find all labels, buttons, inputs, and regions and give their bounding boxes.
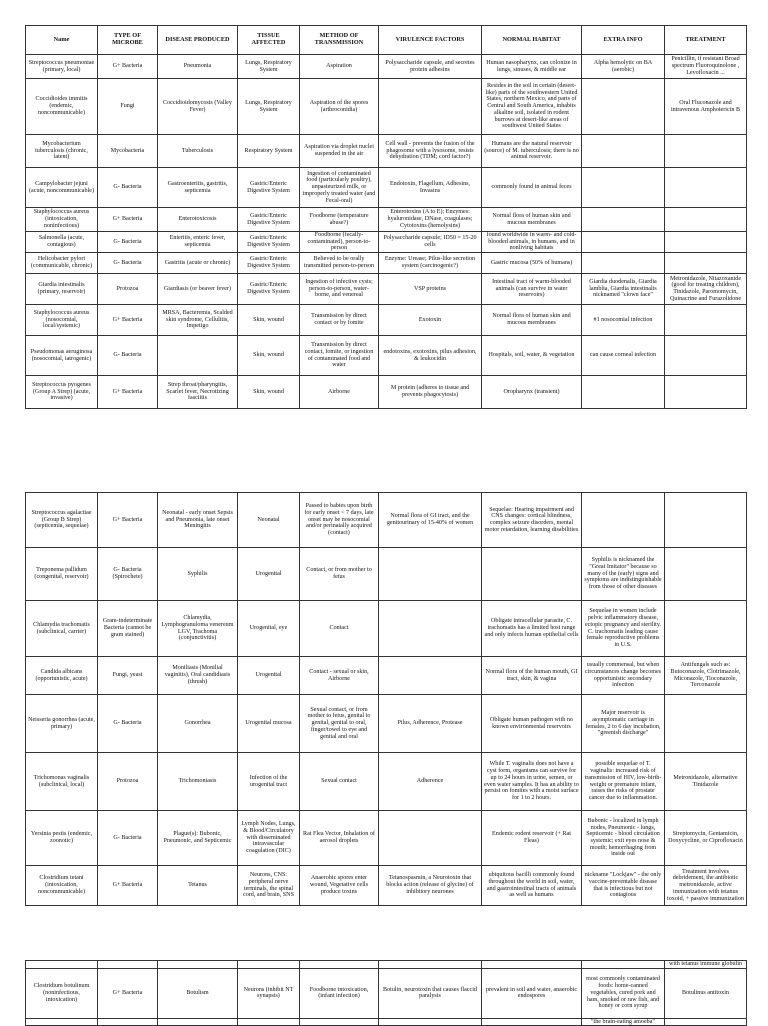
- table-cell: Campylobacter jejuni (acute, noncommunicable): [26, 168, 98, 208]
- table-cell: Oral Fluconazole and intravenous Amphotericin B: [665, 79, 747, 135]
- table-cell: Ingestion of contaminated food (particularly poultry), unpasteurized milk, or improperly treated water (and Fecal-oral): [300, 168, 379, 208]
- table-row: [26, 493, 747, 548]
- table-cell: Candida albicans (opportunistic, acute): [26, 657, 98, 695]
- table-cell: Cell wall - prevents the fusion of the phagosome with a lysosome, resists dehydration (TDM; cord factor?): [379, 135, 482, 168]
- table-cell: Major reservoir is asymptomatic carriage in females, 2 to 6 day incubation, "greenish discharge": [582, 695, 665, 753]
- table-cell: Pilus, Adherence, Protease: [379, 695, 482, 753]
- table-row: [26, 232, 747, 253]
- table-cell: Streptomycin, Gentamicin, Doxycycline, or Ciprofloxacin: [665, 811, 747, 866]
- table-cell: [158, 336, 238, 376]
- table-row: [26, 253, 747, 274]
- table-cell: "the brain-eating amoeba": [582, 1018, 665, 1026]
- table-cell: [582, 253, 665, 274]
- table-cell: G+ Bacteria: [98, 866, 158, 906]
- header-cell: VIRULENCE FACTORS: [379, 26, 482, 55]
- table-cell: Polysaccharide capsule, and secretes protein adhesins: [379, 55, 482, 79]
- table-cell: [665, 695, 747, 753]
- header-row: [26, 26, 747, 55]
- table-cell: Metronidazole, alternative Tinidazole: [665, 753, 747, 811]
- table-cell: [379, 79, 482, 135]
- table-cell: Strep throat/pharyngitis, Scarlet fever, Necrotizing fasciitis: [158, 376, 238, 409]
- microbe-table-3: [25, 960, 747, 1026]
- table-row: [26, 866, 747, 906]
- table-cell: [379, 657, 482, 695]
- header-cell: TYPE OF MICROBE: [98, 26, 158, 55]
- table-cell: [379, 811, 482, 866]
- table-cell: [582, 493, 665, 548]
- table-cell: [98, 1018, 158, 1026]
- table-row: [26, 1018, 747, 1026]
- table-cell: Intestinal tract of warm-blooded animals (can survive in water reservoirs): [482, 274, 582, 305]
- table-cell: Chlamydia, Lymphogranuloma venereum LGV, Trachoma (conjunctivitis): [158, 601, 238, 657]
- table-cell: Transmission by direct contact, fomite, or ingestion of contaminated food and water: [300, 336, 379, 376]
- header-cell: NORMAL HABITAT: [482, 26, 582, 55]
- table-cell: Giardia duodenalis, Giardia lamblia, Giardia intestinalis nicknamed "clown face": [582, 274, 665, 305]
- table-cell: G- Bacteria: [98, 232, 158, 253]
- table-cell: Human nasopharynx, can colonize in lungs, sinuses, & middle ear: [482, 55, 582, 79]
- table-cell: endotoxins, exotoxins, pilus adhesion, & leukocidin: [379, 336, 482, 376]
- table-cell: Normal flora of the human mouth, GI tract, skin, & vagina: [482, 657, 582, 695]
- table-cell: Gastric/Enteric Digestive System: [238, 208, 300, 232]
- table-cell: Clostridium tetani (intoxication, noncommunicable): [26, 866, 98, 906]
- table-row: [26, 305, 747, 336]
- table-cell: Treponema pallidum (congenital, reservoir): [26, 548, 98, 601]
- table-cell: [158, 961, 238, 969]
- table-cell: Fungi, yeast: [98, 657, 158, 695]
- table-cell: Coccidioides immitis (endemic, noncommunicable): [26, 79, 98, 135]
- table-cell: Lungs, Respiratory System: [238, 79, 300, 135]
- table-cell: Enzyme: Urease; Pilus-like secretion system (carcinogenic?): [379, 253, 482, 274]
- table-cell: [300, 961, 379, 969]
- table-cell: [98, 961, 158, 969]
- table-cell: Endemic rodent reservoir (+ Rat Fleas): [482, 811, 582, 866]
- table-cell: [582, 135, 665, 168]
- table-cell: usually commensal, but when circumstances change becomes opportunistic secondary infection: [582, 657, 665, 695]
- table-cell: Skin, wound: [238, 336, 300, 376]
- table-cell: [665, 601, 747, 657]
- table-cell: Pseudomonas aeruginosa (nosocomial, iatrogenic): [26, 336, 98, 376]
- table-cell: G+ Bacteria: [98, 376, 158, 409]
- table-cell: [665, 253, 747, 274]
- table-row: [26, 811, 747, 866]
- table-cell: Penicillin, if resistant Broad spectrum Fluoroquinolone , Levofloxacin ...: [665, 55, 747, 79]
- table-cell: Aspiration: [300, 55, 379, 79]
- table-cell: [26, 1018, 98, 1026]
- table-cell: most commonly contaminated foods: home-canned vegetables, cured pork and ham, smoked or raw fish, and honey or corn syrup: [582, 968, 665, 1018]
- table-cell: Contact, or from mother to fetus: [300, 548, 379, 601]
- table-cell: Treatment involves debridement, the antibiotic metronidazole, active immunization with tetanus toxoid, + passive immunization: [665, 866, 747, 906]
- table-cell: [582, 232, 665, 253]
- table-cell: Fungi: [98, 79, 158, 135]
- table-cell: Oropharynx (transient): [482, 376, 582, 409]
- table-cell: Normal flora of human skin and mucous membranes: [482, 208, 582, 232]
- table-cell: Infection of the urogenital tract: [238, 753, 300, 811]
- table-cell: Neonatal - early onset Sepsis and Pneumonia, late onset Meningitis: [158, 493, 238, 548]
- table-cell: Obligate human pathogen with no known environmental reservoirs: [482, 695, 582, 753]
- table-cell: Staphylococcus aureus (intoxication, noninfectious): [26, 208, 98, 232]
- table-row: [26, 135, 747, 168]
- table-cell: Streptococcus pyogenes (Group A Strep) (acute, invasive): [26, 376, 98, 409]
- table-cell: Aspiration via droplet nuclei suspended in the air: [300, 135, 379, 168]
- table-cell: G- Bacteria: [98, 253, 158, 274]
- table-cell: [665, 135, 747, 168]
- table-cell: VSP proteins: [379, 274, 482, 305]
- table-row: [26, 208, 747, 232]
- table-cell: found worldwide in warm- and cold-blooded animals, in humans, and in nonliving habitats: [482, 232, 582, 253]
- table-cell: [482, 961, 582, 969]
- table-cell: commonly found in animal feces: [482, 168, 582, 208]
- table-cell: possible sequelae of T. vaginalis: increased risk of transmission of HIV, low-birth-weight or premature infant, raises the risks of prostate cancer due to inflammation.: [582, 753, 665, 811]
- table-cell: Enteritis, enteric fever, septicemia: [158, 232, 238, 253]
- table-cell: Anaerobic spores enter wound, Vegetative cells produce toxins: [300, 866, 379, 906]
- table-cell: Botulism: [158, 968, 238, 1018]
- table-cell: G+ Bacteria: [98, 305, 158, 336]
- table-cell: Metronidazole, Nitazoxanide (good for treating children), Tinidazole, Paromomycin, Quinacrine and Furazolidone: [665, 274, 747, 305]
- table-cell: Yersinia pestis (endemic, zoonotic): [26, 811, 98, 866]
- table-cell: Gastritis (acute or chronic): [158, 253, 238, 274]
- table-cell: [665, 1018, 747, 1026]
- table-cell: Adherence: [379, 753, 482, 811]
- table-cell: [379, 601, 482, 657]
- table-cell: Urogenital: [238, 548, 300, 601]
- table-cell: Resides in the soil in certain (desert-like) parts of the southwestern United States, northern Mexico, and parts of Central and South America, inhabits alkaline soil, isolated in rodent burrows at desert-like areas of southwest United States: [482, 79, 582, 135]
- table-cell: Obligate intracellular parasite, C. trachomatis has a limited host range and only infects human epithelial cells: [482, 601, 582, 657]
- table-cell: Urogenital, eye: [238, 601, 300, 657]
- table-cell: Normal flora of GI tract, and the genitourinary of 15-40% of women: [379, 493, 482, 548]
- table-cell: Streptococcus pneumoniae (primary, local): [26, 55, 98, 79]
- table-cell: Neisseria gonorrhea (acute, primary): [26, 695, 98, 753]
- table-cell: with tetanus immune globulin: [665, 961, 747, 969]
- table-cell: Pneumonia: [158, 55, 238, 79]
- table-cell: Tetanospasmin, a Neurotoxin that blocks action (release of glycine) of inhibitory neurones: [379, 866, 482, 906]
- table-cell: Gastroenteritis, gastritis, septicemia: [158, 168, 238, 208]
- table-cell: [379, 961, 482, 969]
- table-cell: Helicobacter pylori (communicable, chronic): [26, 253, 98, 274]
- table-cell: G+ Bacteria: [98, 55, 158, 79]
- table-cell: Plague(s): Bubonic, Pneumonic, and Septicemic: [158, 811, 238, 866]
- table-cell: M protein (adheres to tissue and prevents phagocytosis): [379, 376, 482, 409]
- table-row: [26, 968, 747, 1018]
- table-cell: Mycobacteria: [98, 135, 158, 168]
- table-cell: Neurons, CNS: peripheral nerve terminals, the spinal cord, and brain, SNS: [238, 866, 300, 906]
- table-cell: Hospitals, soil, water, & vegetation: [482, 336, 582, 376]
- continuation-row: [26, 961, 747, 969]
- table-cell: [482, 1018, 582, 1026]
- table-cell: Enterotoxins (A to E); Enzymes: hyaluronidase, DNase, coagulases; Cytotoxins (hemolysins): [379, 208, 482, 232]
- table-cell: Coccidioidomycosis (Valley Fever): [158, 79, 238, 135]
- header-cell: TISSUE AFFECTED: [238, 26, 300, 55]
- table-cell: Gastric mucosa (50% of humans): [482, 253, 582, 274]
- table-cell: can cause corneal infection: [582, 336, 665, 376]
- table-cell: [582, 961, 665, 969]
- table-cell: [26, 961, 98, 969]
- table-cell: Lymph Nodes, Lungs, & Blood/Circulatory with disseminated intravascular coagulation (DIC): [238, 811, 300, 866]
- table-cell: ubiquitous bacilli commonly found throughout the world in soil, water, and gastrointestinal tracts of animals as well as humans: [482, 866, 582, 906]
- table-cell: [665, 376, 747, 409]
- header-cell: DISEASE PRODUCED: [158, 26, 238, 55]
- table-row: [26, 601, 747, 657]
- table-cell: G- Bacteria: [98, 811, 158, 866]
- table-cell: Polysaccharide capsule; ID50 = 15-20 cells: [379, 232, 482, 253]
- table-cell: Lungs, Respiratory System: [238, 55, 300, 79]
- table-cell: Sequelae: Hearing impairment and CNS changes: cortical blindness, complex seizure disorders, mental motor retardation, learning disabilities: [482, 493, 582, 548]
- table-cell: Sequelae in women include pelvic inflammatory disease, ectopic pregnancy and sterility. C. trachomatis leading cause female reproductive problems in U.S.: [582, 601, 665, 657]
- table-cell: Sexual contact: [300, 753, 379, 811]
- table-row: [26, 336, 747, 376]
- table-cell: Gastric/Enteric Digestive System: [238, 232, 300, 253]
- table-cell: Giardiasis (or beaver fever): [158, 274, 238, 305]
- table-cell: Salmonella (acute, contagious): [26, 232, 98, 253]
- table-cell: Gastric/Enteric Digestive System: [238, 253, 300, 274]
- table-cell: [379, 548, 482, 601]
- table-cell: Protozoa: [98, 274, 158, 305]
- table-cell: [238, 1018, 300, 1026]
- table-cell: Skin, wound: [238, 305, 300, 336]
- table-cell: MRSA, Bacteremia, Scalded skin syndrome, Cellulitis, Impetigo: [158, 305, 238, 336]
- table-cell: Foodborne (fecally-contaminated), person-to-person: [300, 232, 379, 253]
- table-cell: Streptococcus agalactiae (Group B Strep) (septicemia, sequelae): [26, 493, 98, 548]
- table-cell: Contact - sexual or skin, Airborne: [300, 657, 379, 695]
- table-cell: [379, 1018, 482, 1026]
- table-row: [26, 79, 747, 135]
- table-cell: Urogenital mucosa: [238, 695, 300, 753]
- table-cell: [158, 1018, 238, 1026]
- table-cell: Foodborne intoxication, (infant infection): [300, 968, 379, 1018]
- table-cell: [665, 168, 747, 208]
- table-cell: Clostridium botulinum (noninfectious, intoxication): [26, 968, 98, 1018]
- table-cell: Botulin, neurotoxin that causes flaccid paralysis: [379, 968, 482, 1018]
- table-cell: G- Bacteria: [98, 168, 158, 208]
- table-cell: Tuberculosis: [158, 135, 238, 168]
- table-cell: Skin, wound: [238, 376, 300, 409]
- header-cell: EXTRA INFO: [582, 26, 665, 55]
- table-cell: Tetanus: [158, 866, 238, 906]
- table-cell: Trichomoniasis: [158, 753, 238, 811]
- table-cell: [665, 548, 747, 601]
- table-cell: Syphilis is nicknamed the "Great Imitator" because so many of the (early) signs and symptoms are indistinguishable from those of other diseases: [582, 548, 665, 601]
- table-cell: [582, 208, 665, 232]
- table-cell: Transmission by direct contact or by fomite: [300, 305, 379, 336]
- table-row: [26, 55, 747, 79]
- table-cell: G+ Bacteria: [98, 493, 158, 548]
- table-cell: Foodborne (temperature abuse?): [300, 208, 379, 232]
- table-cell: G- Bacteria (Spirochete): [98, 548, 158, 601]
- table-cell: [482, 548, 582, 601]
- table-cell: G+ Bacteria: [98, 208, 158, 232]
- table-cell: Urogenital: [238, 657, 300, 695]
- table-cell: Mycobacterium tuberculosis (chronic, latent): [26, 135, 98, 168]
- table-cell: G+ Bacteria: [98, 968, 158, 1018]
- table-cell: Believed to be orally transmitted person-to-person: [300, 253, 379, 274]
- table-cell: Neonatal: [238, 493, 300, 548]
- table-cell: Protozoa: [98, 753, 158, 811]
- table-cell: Moniliasis (Monilial vaginitis), Oral candidiasis (thrush): [158, 657, 238, 695]
- table-row: [26, 168, 747, 208]
- table-cell: Gonorrhea: [158, 695, 238, 753]
- table-cell: Chlamydia trachomatis (subclinical, carrier): [26, 601, 98, 657]
- table-cell: prevalent in soil and water, anaerobic endospores: [482, 968, 582, 1018]
- table-cell: Ingestion of infective cysts; person-to-person, water-borne, and venereal: [300, 274, 379, 305]
- table-cell: Airborne: [300, 376, 379, 409]
- table-row: [26, 753, 747, 811]
- table-cell: Rat Flea Vector, Inhalation of aerosol droplets: [300, 811, 379, 866]
- table-cell: Trichomonas vaginalis (subclinical, local): [26, 753, 98, 811]
- table-cell: Botulinus antitoxin: [665, 968, 747, 1018]
- table-row: [26, 376, 747, 409]
- table-cell: Neurons (inhibit NT synapsis): [238, 968, 300, 1018]
- table-cell: Sexual contact, or from mother to fetus, genital to genital, genital to oral, finger/towel to eye and genital and oral: [300, 695, 379, 753]
- table-cell: While T. vaginalis does not have a cyst form, organisms can survive for up to 24 hours in urine, semen, or even water samples. It has an ability to persist on fomites with a moist surface for 1 to 2 hours.: [482, 753, 582, 811]
- table-cell: [582, 79, 665, 135]
- table-cell: Gastric/Enteric Digestive System: [238, 168, 300, 208]
- table-cell: Gram-indeterminate Bacteria (cannot be gram stained): [98, 601, 158, 657]
- table-row: [26, 695, 747, 753]
- header-cell: Name: [26, 26, 98, 55]
- microbe-table-2: [25, 492, 747, 906]
- table-cell: Gastric/Enteric Digestive System: [238, 274, 300, 305]
- table-cell: [300, 1018, 379, 1026]
- table-cell: Aspiration of the spores (arthroconidia): [300, 79, 379, 135]
- table-cell: Humans are the natural reservoir (source) of M. tuberculosis; there is no animal reservoir.: [482, 135, 582, 168]
- table-cell: Bubonic - localized in lymph nodes, Pneumonic - lungs, Septicemic - blood circulation systemic; exit eyes nose & mouth; hemorrhaging from inside out: [582, 811, 665, 866]
- table-cell: Normal flora of human skin and mucous membranes: [482, 305, 582, 336]
- table-cell: Alpha hemolytic on BA (aerobic): [582, 55, 665, 79]
- table-cell: Respiratory System: [238, 135, 300, 168]
- table-cell: nickname "Lockjaw" - the only vaccine-preventable disease that is infectious but not contagious: [582, 866, 665, 906]
- table-row: [26, 274, 747, 305]
- header-cell: METHOD OF TRANSMISSION: [300, 26, 379, 55]
- table-row: [26, 548, 747, 601]
- table-cell: G- Bacteria: [98, 695, 158, 753]
- table-cell: [665, 305, 747, 336]
- table-cell: [582, 376, 665, 409]
- table-cell: [582, 168, 665, 208]
- table-cell: G- Bacteria: [98, 336, 158, 376]
- table-cell: [665, 208, 747, 232]
- table-cell: Enterotoxicosis: [158, 208, 238, 232]
- table-cell: [665, 493, 747, 548]
- header-cell: TREATMENT: [665, 26, 747, 55]
- table-cell: Syphilis: [158, 548, 238, 601]
- table-cell: Giardia intestinalis (primary, reservoir): [26, 274, 98, 305]
- table-cell: Passed to babies upon birth for early onset < 7 days, late onset may be nosocomial and/or perinatally acquired (contact): [300, 493, 379, 548]
- table-row: [26, 657, 747, 695]
- table-cell: Staphylococcus aureus (nosocomial, local/systemic): [26, 305, 98, 336]
- table-cell: [665, 232, 747, 253]
- table-cell: Exotoxin: [379, 305, 482, 336]
- table-cell: [665, 336, 747, 376]
- table-cell: #1 nosocomial infection: [582, 305, 665, 336]
- table-cell: Contact: [300, 601, 379, 657]
- table-cell: [238, 961, 300, 969]
- table-cell: Endotoxin, Flagellum, Adhesins, Invasins: [379, 168, 482, 208]
- microbe-table-1: [25, 25, 747, 409]
- table-cell: Antifungals such as: Butoconazole, Clotrimazole, Miconazole, Tioconazole, Terconazole: [665, 657, 747, 695]
